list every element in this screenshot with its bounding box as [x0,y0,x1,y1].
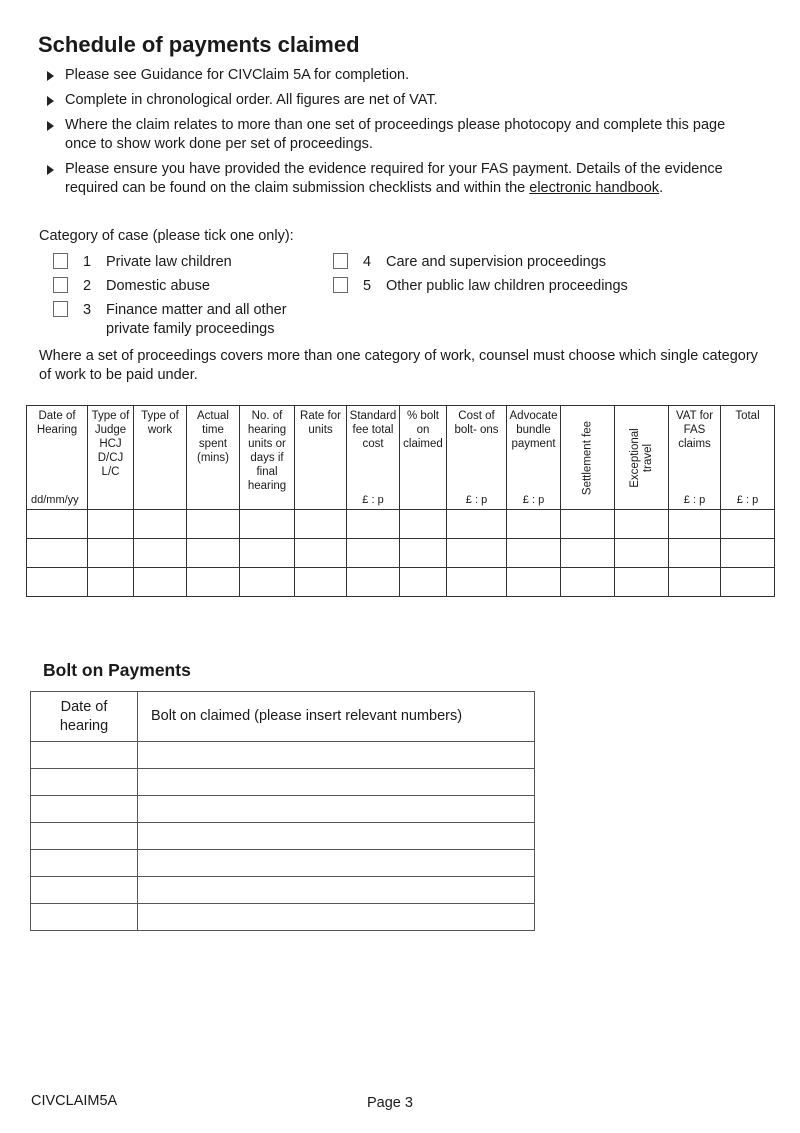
category-text: Care and supervision proceedings [386,254,607,270]
column-header [295,406,347,510]
header-line: Judge [94,424,127,436]
hearing-date-cell[interactable] [31,796,138,823]
column-header [347,406,400,510]
table-cell-input[interactable] [347,568,400,597]
table-cell-input[interactable] [27,510,88,539]
table-cell-input[interactable] [507,568,561,597]
column-unit: £ : p [683,494,706,506]
hearing-date-cell[interactable] [31,742,138,769]
table-cell-input[interactable] [669,510,721,539]
table-cell-input[interactable] [88,539,134,568]
table-cell-input[interactable] [347,510,400,539]
instruction-item [45,66,745,85]
header-line: Hearing [36,424,78,436]
table-cell-input[interactable] [721,568,775,597]
category-number: 3 [83,302,92,318]
header-line: claims [678,438,711,450]
instruction-list [45,66,745,204]
header-line: Date of [60,698,108,715]
bullet-arrow-icon [47,71,54,81]
hearing-date-cell[interactable] [31,904,138,931]
table-cell-input[interactable] [400,539,447,568]
bolt-on-claimed-cell[interactable] [138,823,535,850]
header-line: payment [511,438,556,450]
header-line: Settlement fee [581,420,593,495]
column-unit: £ : p [362,494,384,506]
category-note: Where a set of proceedings covers more than one category of work, counsel must choose which single category of work to be paid under. [39,348,758,383]
instruction-text: Where the claim relates to more than one set of proceedings please photocopy and complete this page once to show work done per set of proceedings. [65,117,726,152]
header-line: D/CJ [97,452,124,464]
header-line: hearing [59,717,109,734]
table-row [31,769,535,796]
column-header-text [88,406,133,479]
table-cell-input[interactable] [295,510,347,539]
table-cell-input[interactable] [295,539,347,568]
header-line: fee total [352,424,394,436]
column-header [561,406,615,510]
category-4-checkbox[interactable] [333,253,348,269]
electronic-handbook-link[interactable]: electronic handbook [529,180,660,196]
instruction-text-end: . [659,180,664,196]
table-cell-input[interactable] [721,510,775,539]
header-line: (mins) [197,452,229,464]
column-header [27,406,88,510]
instruction-item [45,91,745,110]
column-header [721,406,775,510]
table-cell-input[interactable] [134,510,187,539]
table-row [31,742,535,769]
hearing-date-cell[interactable] [31,769,138,796]
header-line: Actual [197,410,229,422]
header-line: hearing [247,480,287,492]
instruction-text: Please ensure you have provided the evidence required for your FAS payment. Details of the evidence required can be found on the claim submission checklists and within the [65,161,723,196]
table-cell-input[interactable] [27,539,88,568]
header-line: Exceptional [628,427,641,488]
header-line: Cost of [458,410,495,422]
table-row [31,796,535,823]
table-cell-input[interactable] [615,510,669,539]
table-cell-input[interactable] [721,539,775,568]
category-number: 1 [83,254,92,270]
bolt-on-claimed-cell[interactable] [138,850,535,877]
column-header [187,406,240,510]
bolt-on-title: Bolt on Payments [43,660,191,680]
bolt-on-claimed-header: Bolt on claimed (please insert relevant numbers) [138,692,535,742]
table-cell-input[interactable] [187,510,240,539]
table-cell-input[interactable] [561,510,615,539]
table-cell-input[interactable] [447,539,507,568]
table-row [27,510,775,539]
column-header [447,406,507,510]
header-line: VAT for [675,410,714,422]
table-cell-input[interactable] [561,539,615,568]
table-row [27,539,775,568]
table-cell-input[interactable] [134,539,187,568]
header-line: L/C [101,466,120,478]
table-cell-input[interactable] [88,510,134,539]
header-line: Rate for [300,410,341,422]
instruction-item [45,116,745,154]
column-header [507,406,561,510]
category-text: Domestic abuse [106,278,210,294]
table-cell-input[interactable] [669,539,721,568]
header-line: on [416,424,430,436]
table-cell-input[interactable] [447,510,507,539]
hearing-date-cell[interactable] [31,823,138,850]
category-3-checkbox[interactable] [53,301,68,317]
table-cell-input[interactable] [347,539,400,568]
table-cell-input[interactable] [507,539,561,568]
category-number: 4 [363,254,372,270]
header-line: days if [250,452,284,464]
column-header-text [507,406,560,451]
date-of-hearing-header [31,692,138,742]
bolt-on-claimed-cell[interactable] [138,904,535,931]
column-header [615,406,669,510]
page-title: Schedule of payments claimed [38,32,360,57]
column-header [88,406,134,510]
bolt-on-claimed-cell[interactable] [138,742,535,769]
hearing-date-cell[interactable] [31,877,138,904]
header-line: units or [248,438,286,450]
header-line: cost [362,438,384,450]
table-cell-input[interactable] [400,510,447,539]
category-number: 5 [363,278,372,294]
page-number: Page 3 [367,1095,413,1111]
table-cell-input[interactable] [615,539,669,568]
header-line: travel [641,443,654,472]
category-2-checkbox[interactable] [53,277,68,293]
column-header-text [447,406,506,437]
table-cell-input[interactable] [507,510,561,539]
table-cell-input[interactable] [561,568,615,597]
header-line: hearing [247,424,287,436]
table-cell-input[interactable] [295,568,347,597]
header-line: % bolt [407,410,439,422]
column-header-text [629,428,655,487]
header-line: Standard [349,410,397,422]
column-header [669,406,721,510]
table-row [27,568,775,597]
table-row [31,877,535,904]
instruction-text: Complete in chronological order. All figures are net of VAT. [65,92,438,108]
column-header-text [27,406,87,437]
table-cell-input[interactable] [615,568,669,597]
column-header-text [347,406,399,451]
header-line: No. of [251,410,283,422]
table-cell-input[interactable] [240,510,295,539]
bolt-on-claimed-cell[interactable] [138,796,535,823]
column-header [134,406,187,510]
bullet-arrow-icon [47,96,54,106]
header-line: final [256,466,278,478]
column-header-text [187,406,239,465]
header-line: Advocate [509,410,558,422]
instruction-text: Please see Guidance for CIVClaim 5A for completion. [65,67,410,83]
bolt-on-claimed-cell[interactable] [138,769,535,796]
instruction-item [45,160,745,198]
header-line: work [147,424,173,436]
category-text: Private law children [106,254,232,270]
header-line: bolt- ons [454,424,499,436]
header-line: claimed [403,438,443,450]
column-header-text [295,406,346,437]
bullet-arrow-icon [47,165,54,175]
column-header-text [134,406,186,437]
form-code: CIVCLAIM5A [31,1093,118,1109]
header-line: Type of [91,410,130,422]
category-text: Other public law children proceedings [386,278,628,294]
hearing-date-cell[interactable] [31,850,138,877]
column-header-text [240,406,294,493]
table-cell-input[interactable] [669,568,721,597]
category-1-checkbox[interactable] [53,253,68,269]
header-line: HCJ [99,438,122,450]
header-line: time [202,424,224,436]
category-text-line2: private family proceedings [106,321,275,337]
column-header-text [669,406,720,451]
header-line: FAS [683,424,706,436]
table-cell-input[interactable] [240,539,295,568]
header-line: spent [198,438,228,450]
table-cell-input[interactable] [240,568,295,597]
table-row [31,904,535,931]
table-cell-input[interactable] [187,539,240,568]
column-unit: £ : p [736,494,759,506]
bolt-on-claimed-cell[interactable] [138,877,535,904]
column-header [400,406,447,510]
category-number: 2 [83,278,92,294]
table-cell-input[interactable] [88,568,134,597]
bolt-on-table [30,691,535,931]
category-5-checkbox[interactable] [333,277,348,293]
column-header-text [400,406,446,451]
category-label: Category of case (please tick one only): [39,228,294,244]
header-line: units [308,424,333,436]
column-header-text [581,420,594,494]
table-cell-input[interactable] [447,568,507,597]
header-line: bundle [516,424,551,436]
column-header-text [721,406,774,423]
column-header [240,406,295,510]
payments-table [26,405,775,597]
table-cell-input[interactable] [134,568,187,597]
column-unit: dd/mm/yy [31,494,79,506]
table-row [31,823,535,850]
column-unit: £ : p [465,494,488,506]
table-cell-input[interactable] [400,568,447,597]
table-cell-input[interactable] [187,568,240,597]
header-line: Type of [141,410,179,422]
table-row [31,850,535,877]
category-text: Finance matter and all other [106,302,287,318]
table-cell-input[interactable] [27,568,88,597]
column-unit: £ : p [522,494,545,506]
header-line: Date of [38,410,76,422]
header-line: Total [735,410,760,422]
bullet-arrow-icon [47,121,54,131]
